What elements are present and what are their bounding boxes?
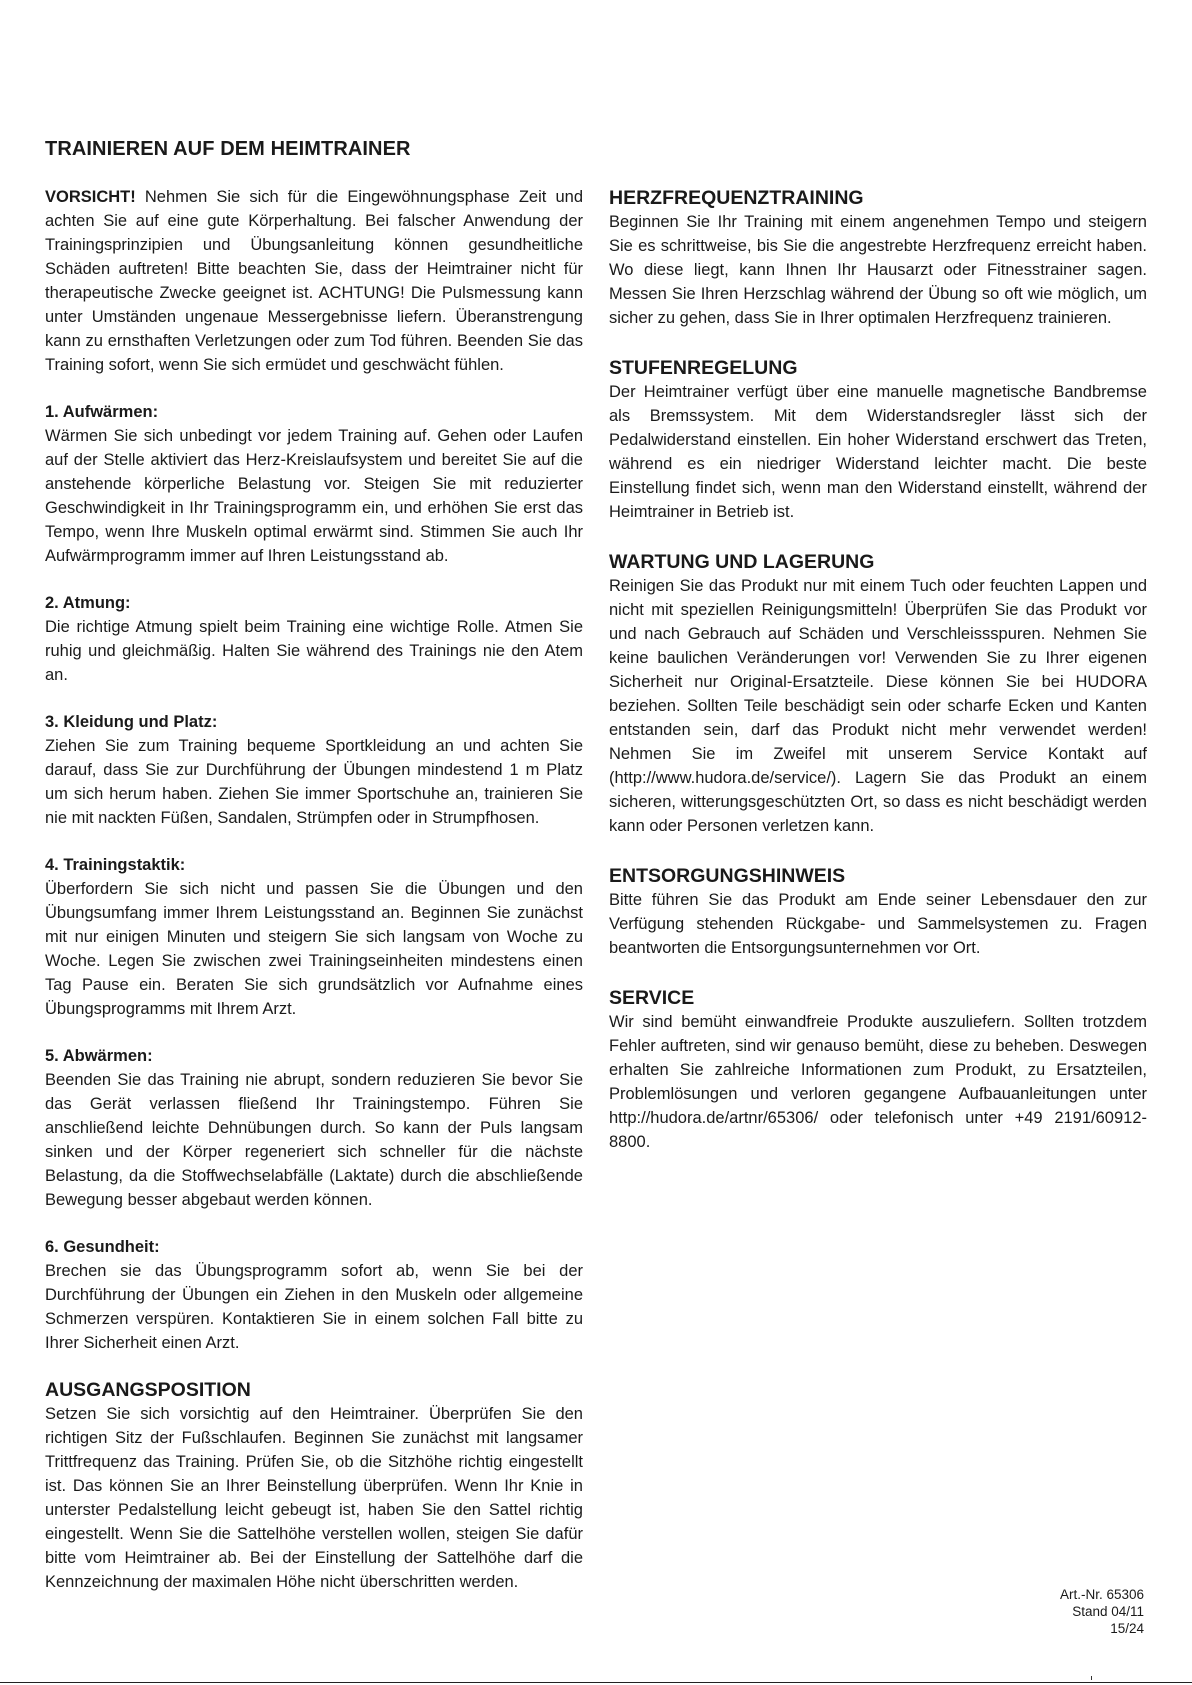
warning-section bbox=[45, 185, 583, 377]
section-wartung-lagerung bbox=[609, 550, 1147, 838]
section-heading: WARTUNG UND LAGERUNG bbox=[609, 551, 875, 573]
warning-text: Nehmen Sie sich für die Eingewöhnungsphase Zeit und achten Sie auf eine gute Körperhaltung. Bei falscher Anwendung der Trainingsprinzipien und Übungsanleitung können gesundheitliche Schäden auftreten! Bitte beachten Sie, dass der Heimtrainer nicht für therapeutische Zwecke geeignet ist. ACHTUNG! Die Pulsmessung kann unter Umständen ungenaue Messergebnisse liefern. Überanstrengung kann zu ernsthaften Verletzungen oder zum Tod führen. Beenden Sie das Training sofort, wenn Sie sich ermüdet und geschwächt fühlen. bbox=[45, 188, 583, 374]
section-text: Der Heimtrainer verfügt über eine manuelle magnetische Bandbremse als Bremssystem. Mit dem Widerstandsregler lässt sich der Pedalwiderstand einstellen. Ein hoher Widerstand erschwert das Treten, während es ein niedriger Widerstand leichter macht. Die beste Einstellung findet sich, wenn man den Widerstand einstellt, während der Heimtrainer in Betrieb ist. bbox=[609, 383, 1147, 521]
section-stufenregelung bbox=[609, 356, 1147, 524]
section-text: Brechen sie das Übungsprogramm sofort ab, wenn Sie bei der Durchführung der Übungen ein Ziehen in den Muskeln oder allgemeine Schmerzen verspüren. Kontaktieren Sie in einem solchen Fall bitte zu Ihrer Sicherheit einen Arzt. bbox=[45, 1262, 583, 1352]
section-text: Bitte führen Sie das Produkt am Ende seiner Lebensdauer den zur Verfügung stehenden Rückgabe- und Sammelsystemen zu. Fragen beantworten die Entsorgungsunternehmen vor Ort. bbox=[609, 891, 1147, 957]
section-text: Wärmen Sie sich unbedingt vor jedem Training auf. Gehen oder Laufen auf der Stelle aktiviert das Herz-Kreislaufsystem und bereitet Sie auf die anstehende körperliche Belastung vor. Steigen Sie mit reduzierter Geschwindigkeit in Ihr Trainingsprogramm ein, und erhöhen Sie erst das Tempo, wenn Ihre Muskeln optimal erwärmt sind. Stimmen Sie auch Ihr Aufwärmprogramm immer auf Ihren Leistungsstand ab. bbox=[45, 427, 583, 565]
warning-lead: VORSICHT! bbox=[45, 188, 136, 206]
section-text: Wir sind bemüht einwandfreie Produkte auszuliefern. Sollten trotzdem Fehler auftreten, sind wir genauso bemüht, diese zu beheben. Deswegen erhalten Sie zahlreiche Informationen zum Produkt, zu Ersatzteilen, Problemlösungen und verloren gegangene Aufbauanleitungen unter http://hudora.de/artnr/65306/ oder telefonisch unter +49 2191/60912-8800. bbox=[609, 1013, 1147, 1151]
section-heading: 3. Kleidung und Platz: bbox=[45, 713, 218, 731]
section-trainingstaktik bbox=[45, 853, 583, 1021]
bottom-rule bbox=[0, 1682, 1192, 1683]
section-text: Beginnen Sie Ihr Training mit einem angenehmen Tempo und steigern Sie es schrittweise, bis Sie die angestrebte Herzfrequenz erreicht haben. Wo diese liegt, kann Ihnen Ihr Hausarzt oder Fitnesstrainer sagen. Messen Sie Ihren Herzschlag während der Übung so oft wie möglich, um sicher zu gehen, dass Sie in Ihrer optimalen Herzfrequenz trainieren. bbox=[609, 213, 1147, 327]
section-heading: 2. Atmung: bbox=[45, 594, 131, 612]
section-heading: STUFENREGELUNG bbox=[609, 357, 798, 379]
crop-mark bbox=[1087, 1676, 1092, 1680]
section-entsorgungshinweis bbox=[609, 864, 1147, 960]
section-text: Überfordern Sie sich nicht und passen Sie die Übungen und den Übungsumfang immer Ihrem Leistungsstand an. Beginnen Sie zunächst mit nur einigen Minuten und steigern Sie sich langsam von Woche zu Woche. Legen Sie zwischen zwei Trainingseinheiten mindestens einen Tag Pause ein. Beraten Sie sich grundsätzlich vor Aufnahme eines Übungsprogramms mit Ihrem Arzt. bbox=[45, 880, 583, 1018]
page-number: 15/24 bbox=[1110, 1621, 1144, 1636]
section-heading: 5. Abwärmen: bbox=[45, 1047, 153, 1065]
revision-stand: Stand 04/11 bbox=[1072, 1604, 1144, 1619]
section-text: Setzen Sie sich vorsichtig auf den Heimtrainer. Überprüfen Sie den richtigen Sitz der Fußschlaufen. Beginnen Sie zunächst mit langsamer Trittfrequenz das Training. Prüfen Sie, ob die Sitzhöhe richtig eingestellt ist. Das können Sie an Ihrer Beinstellung überprüfen. Wenn Ihr Knie in unterster Pedalstellung leicht gebeugt ist, haben Sie den Sattel richtig eingestellt. Wenn Sie die Sattelhöhe verstellen wollen, steigen Sie dafür bitte vom Heimtrainer ab. Bei der Einstellung der Sattelhöhe darf die Kennzeichnung der maximalen Höhe nicht überschritten werden. bbox=[45, 1405, 583, 1591]
section-heading: ENTSORGUNGSHINWEIS bbox=[609, 865, 846, 887]
section-text: Die richtige Atmung spielt beim Training eine wichtige Rolle. Atmen Sie ruhig und gleichmäßig. Halten Sie während des Trainings nie den Atem an. bbox=[45, 618, 583, 684]
section-heading: AUSGANGSPOSITION bbox=[45, 1379, 251, 1401]
left-column bbox=[45, 185, 583, 1617]
section-abwaermen bbox=[45, 1044, 583, 1212]
section-heading: 1. Aufwärmen: bbox=[45, 403, 159, 421]
section-text: Reinigen Sie das Produkt nur mit einem Tuch oder feuchten Lappen und nicht mit speziellen Reinigungsmitteln! Überprüfen Sie das Produkt vor und nach Gebrauch auf Schäden und Verschleissspuren. Nehmen Sie keine baulichen Veränderungen vor! Verwenden Sie zu Ihrer eigenen Sicherheit nur Original-Ersatzteile. Diese können Sie bei HUDORA beziehen. Sollten Teile beschädigt sein oder scharfe Ecken und Kanten entstanden sein, darf das Produkt nicht mehr verwendet werden! Nehmen Sie im Zweifel mit unserem Service Kontakt auf (http://www.hudora.de/service/). Lagern Sie das Produkt an einem sicheren, witterungsgeschützten Ort, so dass es nicht beschädigt werden kann oder Personen verletzen kann. bbox=[609, 577, 1147, 835]
section-herzfrequenztraining bbox=[609, 186, 1147, 330]
section-heading: SERVICE bbox=[609, 987, 695, 1009]
section-ausgangsposition bbox=[45, 1378, 583, 1594]
section-atmung bbox=[45, 591, 583, 687]
page-footer bbox=[1060, 1586, 1144, 1637]
section-text: Beenden Sie das Training nie abrupt, sondern reduzieren Sie bevor Sie das Gerät verlassen fließend Ihr Trainingstempo. Führen Sie anschließend leichte Dehnübungen durch. So kann der Puls langsam sinken und der Körper regeneriert sich schneller für die nächste Belastung, da die Stoffwechselabfälle (Laktate) durch die abschließende Bewegung besser abgebaut werden können. bbox=[45, 1071, 583, 1209]
section-heading: 4. Trainingstaktik: bbox=[45, 856, 186, 874]
warning-paragraph bbox=[45, 185, 583, 377]
section-service bbox=[609, 986, 1147, 1154]
article-number: Art.-Nr. 65306 bbox=[1059, 1587, 1144, 1602]
section-aufwaermen bbox=[45, 400, 583, 568]
section-heading: 6. Gesundheit: bbox=[45, 1238, 160, 1256]
section-kleidung-platz bbox=[45, 710, 583, 830]
section-text: Ziehen Sie zum Training bequeme Sportkleidung an und achten Sie darauf, dass Sie zur Durchführung der Übungen mindestend 1 m Platz um sich herum haben. Ziehen Sie immer Sportschuhe an, trainieren Sie nie mit nackten Füßen, Sandalen, Strümpfen oder in Strumpfhosen. bbox=[45, 737, 583, 827]
section-gesundheit bbox=[45, 1235, 583, 1355]
right-column bbox=[609, 186, 1147, 1180]
section-heading: HERZFREQUENZTRAINING bbox=[609, 187, 864, 209]
page-title: TRAINIEREN AUF DEM HEIMTRAINER bbox=[45, 138, 411, 160]
